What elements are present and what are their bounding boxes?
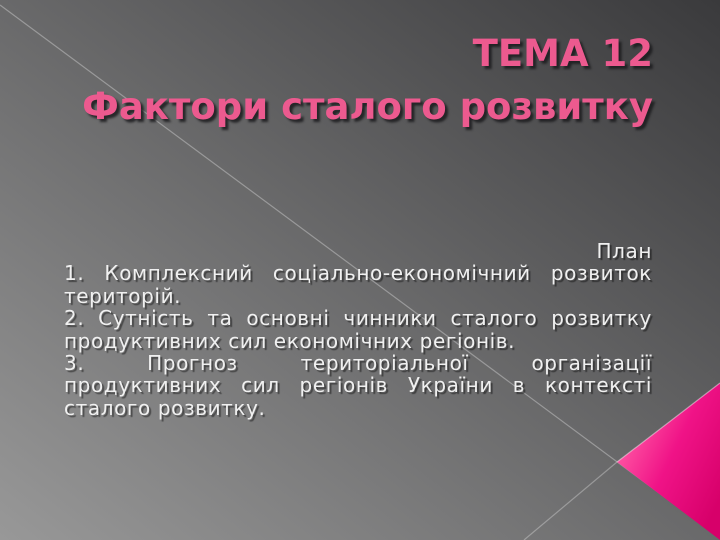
slide-body [64, 240, 652, 419]
plan-line: територій. [64, 283, 182, 308]
plan-line: продуктивних сил економічних регіонів. [64, 328, 516, 353]
plan-heading: План [596, 239, 652, 263]
plan-line: продуктивних сил регіонів України в контексті [64, 373, 652, 398]
plan-line: 3. Прогноз територіальної організації [64, 351, 652, 376]
slide-title-line1: ТЕМА 12 [472, 32, 653, 75]
plan-line: 1. Комплексний соціально-економічний розвиток [64, 261, 652, 286]
plan-line: сталого розвитку. [64, 395, 266, 420]
plan-line: 2. Сутність та основні чинники сталого розвитку [64, 306, 652, 331]
slide-title [33, 27, 653, 133]
slide-title-line2: Фактори сталого розвитку [82, 85, 653, 128]
diagonal-line-secondary [524, 462, 617, 540]
